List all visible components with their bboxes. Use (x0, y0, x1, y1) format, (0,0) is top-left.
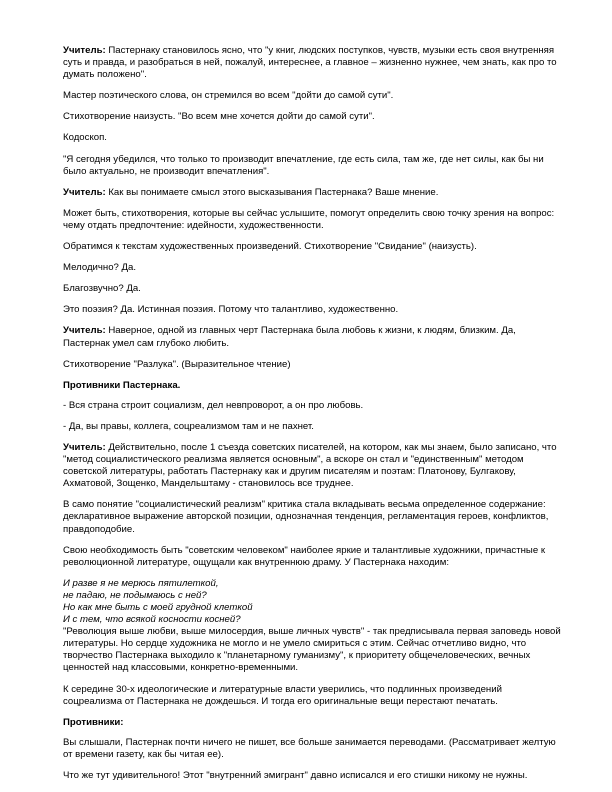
paragraph-text: Как вы понимаете смысл этого высказывания Пастернака? Ваше мнение. (105, 186, 439, 198)
paragraph-text: - Да, вы правы, коллега, соцреализмом там и не пахнет. (63, 420, 314, 432)
paragraph-text: В само понятие "социалистический реализм" критика стала вкладывать весьма определенное содержание: декларативное выражение авторской позиции, однозначная тенденция, регламентация героев, конфликтов, правдоподобие. (63, 499, 549, 535)
paragraph-text: Свою необходимость быть "советским человеком" наиболее яркие и талантливые художники, причастные к революционной литературе, ощущали как внутреннюю драму. У Пастернака находим: (63, 544, 546, 568)
paragraph-text: Это поэзия? Да. Истинная поэзия. Потому что талантливо, художественно. (63, 304, 399, 316)
paragraph-text: Мастер поэтического слова, он стремился во всем "дойти до самой сути". (63, 90, 394, 102)
paragraph-text: Действительно, после 1 съезда советских писателей, на котором, как мы знаем, было записано, что "метод социалистического реализма является основным", а вскоре он стал и "единственным" методом советской литературы, работать Пастернаку как и другим писателям и поэтам: Платонову, Булгакову, Ахматовой, Зощенко, Мандельштаму - становилось все труднее. (63, 441, 557, 490)
paragraph (63, 545, 563, 569)
paragraph (63, 737, 563, 761)
paragraph-text: "Революция выше любви, выше милосердия, выше личных чувств" - так предписывала первая заповедь новой литературы. Но сердце художника не могло и не умело смириться с этим. Сейчас отчетливо видно, что творчество Пастернака выходило к "планетарному гуманизму", к приоритету общечеловеческих, вечных ценностей над классовыми, конкретно-временными. (63, 626, 561, 674)
paragraph (63, 262, 563, 274)
speaker-label: Учитель: (63, 45, 106, 56)
paragraph (63, 304, 563, 316)
poem-quote (63, 578, 563, 626)
paragraph-text: "Я сегодня убедился, что только то производит впечатление, где есть сила, там же, где нет силы, как бы ни было актуально, не производит впечатления". (63, 153, 544, 177)
paragraph (63, 241, 563, 253)
paragraph (63, 325, 563, 349)
paragraph (63, 499, 563, 535)
paragraph (63, 154, 563, 178)
paragraph (63, 359, 563, 371)
poem-line: И с тем, что всякой косности косней? (63, 614, 241, 626)
paragraph (63, 132, 563, 144)
paragraph (63, 400, 563, 412)
poem-line: И разве я не мерюсь пятилеткой, (63, 577, 219, 589)
section-heading: Противники Пастернака. (63, 379, 181, 391)
paragraph (63, 90, 563, 102)
section-heading: Противники: (63, 716, 124, 728)
paragraph-text: - Вся страна строит социализм, дел невпроворот, а он про любовь. (63, 399, 364, 411)
paragraph (63, 283, 563, 295)
paragraph (63, 208, 563, 232)
paragraph-text: Пастернаку становилось ясно, что "у книг, людских поступков, чувств, музыки есть своя внутренняя суть и правда, и разобраться в ней, пожалуй, интереснее, а главное – жизненно нужнее, чем знать, как про то думать положено". (63, 45, 557, 81)
poem-line: Но как мне быть с моей грудной клеткой (63, 602, 253, 613)
paragraph (63, 626, 563, 674)
paragraph (63, 684, 563, 708)
paragraph (63, 421, 563, 433)
poem-line: не падаю, не подымаюсь с ней? (63, 589, 207, 601)
paragraph-text: Обратимся к текстам художественных произведений. Стихотворение "Свидание" (наизусть). (63, 241, 477, 253)
speaker-label: Учитель: (63, 441, 106, 453)
paragraph (63, 442, 563, 490)
paragraph (63, 111, 563, 123)
paragraph-text: Стихотворение "Разлука". (Выразительное чтение) (63, 358, 291, 370)
paragraph-text: Что же тут удивительного! Этот "внутренний эмигрант" давно исписался и его стишки никому не нужны. (63, 770, 528, 782)
paragraph-text: Наверное, одной из главных черт Пастернака была любовь к жизни, к людям, близким. Да, Пастернак умел сам глубоко любить. (63, 325, 516, 349)
paragraph (63, 187, 563, 199)
paragraph-text: Вы слышали, Пастернак почти ничего не пишет, все больше занимается переводами. (Рассматривает желтую от времени газету, как бы читая ее). (63, 736, 556, 760)
paragraph-text: Стихотворение наизусть. "Во всем мне хочется дойти до самой сути". (63, 111, 375, 123)
paragraph (63, 45, 563, 81)
paragraph-text: Мелодично? Да. (63, 262, 137, 274)
document-page (63, 45, 563, 791)
paragraph (63, 770, 563, 782)
speaker-label: Учитель: (63, 186, 106, 198)
paragraph-text: Кодоскоп. (63, 132, 107, 144)
paragraph-text: Благозвучно? Да. (63, 283, 141, 295)
paragraph-text: Может быть, стихотворения, которые вы сейчас услышите, помогут определить свою точку зрения на вопрос: чему отдать предпочтение: идейности, художественности. (63, 207, 555, 231)
paragraph-text: К середине 30-х идеологические и литературные власти уверились, что подлинных произведений соцреализма от Пастернака не дождешься. И тогда его оригинальные вещи перестают печатать. (63, 683, 502, 707)
speaker-label: Учитель: (63, 325, 106, 337)
